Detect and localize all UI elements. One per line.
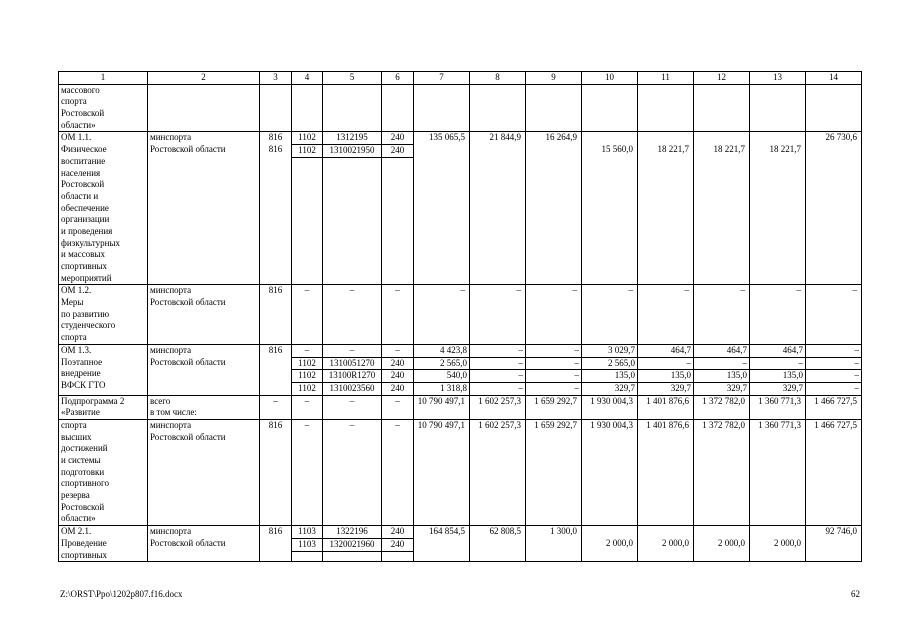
cell-line: 135,0 xyxy=(694,369,749,382)
cell-massovy-sport-col9 xyxy=(526,84,582,132)
cell-om-1-2-col9 xyxy=(526,285,582,344)
cell-line: и системы xyxy=(61,455,101,466)
cell-podprogramma-2-minsport-col6 xyxy=(382,419,414,525)
cell-line: 1103 xyxy=(298,526,316,537)
cell-line: минспорта xyxy=(150,285,192,296)
cell-line: Физическое xyxy=(61,144,107,155)
cell-massovy-sport-col13 xyxy=(750,84,806,132)
cell-om-2-1-col13 xyxy=(750,526,806,562)
cell-om-1-2-col4 xyxy=(292,285,323,344)
cell-line: 2 000,0 xyxy=(662,537,689,548)
cell-line: 329,7 xyxy=(638,382,693,395)
cell-podprogramma-2-minsport-col14 xyxy=(806,419,862,525)
cell-line: – xyxy=(526,369,581,382)
cell-line: 816 xyxy=(268,144,283,155)
column-header-8: 8 xyxy=(470,72,526,85)
table-row xyxy=(59,526,862,562)
cell-massovy-sport-col10 xyxy=(582,84,638,132)
cell-podprogramma-2-vsego-col9 xyxy=(526,395,582,419)
cell-line: – xyxy=(349,344,355,355)
cell-line xyxy=(584,132,635,144)
cell-line: 15 560,0 xyxy=(601,144,633,155)
cell-podprogramma-2-vsego-col6 xyxy=(382,395,414,419)
cell-line: области» xyxy=(61,513,96,524)
cell-line: в том числе: xyxy=(150,407,197,418)
table-row xyxy=(59,132,862,285)
cell-line: массового xyxy=(61,84,100,95)
cell-om-2-1-col1 xyxy=(59,526,148,562)
cell-line: 240 xyxy=(382,538,413,552)
footer-file-path: Z:\ORST\Ppo\1202p807.f16.docx xyxy=(60,589,183,599)
cell-massovy-sport-col4 xyxy=(292,84,323,132)
cell-line: – xyxy=(572,285,577,296)
cell-podprogramma-2-vsego-col1 xyxy=(59,395,148,419)
cell-podprogramma-2-vsego-col11 xyxy=(638,395,694,419)
cell-podprogramma-2-minsport-col13 xyxy=(750,419,806,525)
cell-line: 464,7 xyxy=(670,344,691,355)
cell-line: – xyxy=(273,395,278,406)
cell-om-1-3-col5 xyxy=(323,344,382,395)
cell-om-1-3-col12 xyxy=(694,344,750,395)
column-header-7: 7 xyxy=(414,72,470,85)
cell-podprogramma-2-minsport-col1 xyxy=(59,419,148,525)
cell-line xyxy=(752,132,803,144)
cell-line: – xyxy=(460,285,465,296)
cell-line xyxy=(640,132,691,144)
cell-om-2-1-col3 xyxy=(260,526,292,562)
column-header-6: 6 xyxy=(382,72,414,85)
cell-line: 816 xyxy=(268,132,283,143)
cell-line: 1 401 876,6 xyxy=(646,395,689,406)
cell-line: 1102 xyxy=(292,144,322,158)
cell-line: Ростовской области xyxy=(150,144,226,155)
cell-podprogramma-2-vsego-col10 xyxy=(582,395,638,419)
column-header-5: 5 xyxy=(323,72,382,85)
cell-om-1-1-col11 xyxy=(638,132,694,285)
cell-line: 240 xyxy=(382,144,413,158)
cell-line xyxy=(752,526,803,538)
cell-podprogramma-2-minsport-col7 xyxy=(414,419,470,525)
cell-line: 816 xyxy=(268,526,283,537)
cell-om-1-3-col10 xyxy=(582,344,638,395)
footer-page-number: 62 xyxy=(851,589,860,599)
cell-line: 1322196 xyxy=(336,526,368,537)
cell-line: 1 466 727,5 xyxy=(814,395,857,406)
cell-line: 135,0 xyxy=(582,369,637,382)
cell-om-2-1-col6 xyxy=(382,526,414,562)
cell-line: 240 xyxy=(390,132,405,143)
cell-line: 1 318,8 xyxy=(414,382,469,395)
cell-line: 1102 xyxy=(292,369,322,382)
cell-podprogramma-2-minsport-col2 xyxy=(148,419,260,525)
cell-line: спорта xyxy=(61,96,87,107)
cell-podprogramma-2-minsport-col12 xyxy=(694,419,750,525)
cell-om-1-2-col11 xyxy=(638,285,694,344)
cell-line: 2 000,0 xyxy=(606,537,633,548)
cell-line: области» xyxy=(61,119,96,130)
cell-line: 13100R1270 xyxy=(323,369,381,382)
cell-line: – xyxy=(304,344,310,355)
cell-line: – xyxy=(526,382,581,395)
cell-line: 1102 xyxy=(292,382,322,395)
cell-line: подготовки xyxy=(61,466,105,477)
cell-om-2-1-col5 xyxy=(323,526,382,562)
cell-line: 16 264,9 xyxy=(545,132,577,143)
cell-podprogramma-2-vsego-col13 xyxy=(750,395,806,419)
cell-line: ОМ 1.1. xyxy=(61,132,92,143)
cell-line: 816 xyxy=(268,419,283,430)
cell-line: – xyxy=(470,382,525,395)
cell-massovy-sport-col12 xyxy=(694,84,750,132)
cell-line: 1 372 782,0 xyxy=(702,395,745,406)
column-header-2: 2 xyxy=(148,72,260,85)
cell-line: – xyxy=(349,419,355,430)
cell-line: – xyxy=(395,344,400,355)
cell-line: 1 360 771,3 xyxy=(758,395,801,406)
cell-line: 1102 xyxy=(298,132,316,143)
cell-line: – xyxy=(526,357,581,370)
cell-om-1-1-col3 xyxy=(260,132,292,285)
cell-line: спортивных xyxy=(61,549,108,560)
column-header-10: 10 xyxy=(582,72,638,85)
cell-line: – xyxy=(470,369,525,382)
cell-om-1-2-col2 xyxy=(148,285,260,344)
cell-line: – xyxy=(574,344,579,355)
cell-om-1-1-col2 xyxy=(148,132,260,285)
cell-massovy-sport-col2 xyxy=(148,84,260,132)
table-row xyxy=(59,395,862,419)
cell-line: 1 602 257,3 xyxy=(478,419,521,430)
cell-line: 1 401 876,6 xyxy=(646,419,689,430)
cell-line: – xyxy=(395,419,400,430)
cell-om-1-1-col12 xyxy=(694,132,750,285)
cell-om-2-1-col10 xyxy=(582,526,638,562)
cell-line: минспорта xyxy=(150,132,192,143)
cell-line: и проведения xyxy=(61,225,113,236)
cell-om-1-2-col8 xyxy=(470,285,526,344)
cell-line: высших xyxy=(61,431,92,442)
cell-line: – xyxy=(304,419,310,430)
column-header-11: 11 xyxy=(638,72,694,85)
cell-line: 1103 xyxy=(292,538,322,552)
cell-om-1-2-col3 xyxy=(260,285,292,344)
cell-om-1-1-col5 xyxy=(323,132,382,285)
cell-line: внедрение xyxy=(61,368,101,379)
table-row xyxy=(59,84,862,132)
cell-line: – xyxy=(304,285,310,296)
cell-line: спорта xyxy=(61,332,87,343)
cell-line: 1 659 292,7 xyxy=(534,419,577,430)
cell-om-1-1-col1 xyxy=(59,132,148,285)
cell-om-1-1-col13 xyxy=(750,132,806,285)
cell-podprogramma-2-minsport-col4 xyxy=(292,419,323,525)
cell-line: 240 xyxy=(390,526,405,537)
cell-line: 26 730,6 xyxy=(825,132,857,143)
cell-massovy-sport-col14 xyxy=(806,84,862,132)
cell-line: 1 659 292,7 xyxy=(534,395,577,406)
cell-line: – xyxy=(628,285,633,296)
cell-om-1-3-col13 xyxy=(750,344,806,395)
cell-podprogramma-2-vsego-col12 xyxy=(694,395,750,419)
cell-om-1-1-col14 xyxy=(806,132,862,285)
table-row xyxy=(59,344,862,395)
cell-line: – xyxy=(806,369,861,382)
cell-podprogramma-2-vsego-col14 xyxy=(806,395,862,419)
cell-line: – xyxy=(638,357,693,370)
cell-om-2-1-col12 xyxy=(694,526,750,562)
cell-podprogramma-2-vsego-col7 xyxy=(414,395,470,419)
cell-line: 1 372 782,0 xyxy=(702,419,745,430)
cell-line: 816 xyxy=(268,344,283,355)
cell-line: воспитание xyxy=(61,155,106,166)
cell-line: организации xyxy=(61,214,110,225)
cell-line xyxy=(696,132,747,144)
cell-line: минспорта xyxy=(150,419,192,430)
cell-line: 135,0 xyxy=(638,369,693,382)
cell-podprogramma-2-minsport-col3 xyxy=(260,419,292,525)
cell-line: 1312195 xyxy=(336,132,368,143)
cell-line: 1 602 257,3 xyxy=(478,395,521,406)
cell-om-2-1-col11 xyxy=(638,526,694,562)
cell-line: 329,7 xyxy=(582,382,637,395)
cell-line: 2 565,0 xyxy=(414,357,469,370)
table-row xyxy=(59,285,862,344)
cell-line: 1310021950 xyxy=(323,144,381,158)
cell-line: 164 854,5 xyxy=(429,526,465,537)
cell-om-1-3-col6 xyxy=(382,344,414,395)
column-header-4: 4 xyxy=(292,72,323,85)
cell-massovy-sport-col8 xyxy=(470,84,526,132)
column-header-12: 12 xyxy=(694,72,750,85)
cell-line: 240 xyxy=(382,357,413,370)
cell-line: 1310023560 xyxy=(323,382,381,395)
cell-om-1-3-col3 xyxy=(260,344,292,395)
cell-line: области и xyxy=(61,190,99,201)
cell-line: 1 466 727,5 xyxy=(814,419,857,430)
cell-line: 240 xyxy=(382,369,413,382)
cell-line: 92 746,0 xyxy=(825,526,857,537)
cell-podprogramma-2-vsego-col4 xyxy=(292,395,323,419)
cell-line: 329,7 xyxy=(750,382,805,395)
cell-line: «Развитие xyxy=(61,407,100,418)
cell-line: студенческого xyxy=(61,320,116,331)
budget-table xyxy=(58,71,862,562)
cell-line: Проведение xyxy=(61,537,107,548)
cell-line: 816 xyxy=(268,285,283,296)
cell-line: Меры xyxy=(61,297,84,308)
cell-podprogramma-2-vsego-col8 xyxy=(470,395,526,419)
cell-line: – xyxy=(349,285,355,296)
cell-om-1-2-col1 xyxy=(59,285,148,344)
cell-podprogramma-2-minsport-col5 xyxy=(323,419,382,525)
cell-line: Ростовской области xyxy=(150,356,226,367)
cell-line: минспорта xyxy=(150,344,192,355)
cell-line: Ростовской области xyxy=(150,537,226,548)
cell-line: – xyxy=(395,395,400,406)
cell-line: 18 221,7 xyxy=(769,144,801,155)
cell-line: всего xyxy=(150,395,171,406)
cell-line: – xyxy=(694,357,749,370)
cell-line: спортивных xyxy=(61,261,108,272)
cell-line: Ростовской области xyxy=(150,297,226,308)
cell-om-1-1-col9 xyxy=(526,132,582,285)
cell-om-1-2-col14 xyxy=(806,285,862,344)
cell-podprogramma-2-vsego-col2 xyxy=(148,395,260,419)
cell-line: ОМ 2.1. xyxy=(61,526,92,537)
cell-line: 464,7 xyxy=(726,344,747,355)
cell-line: достижений xyxy=(61,443,108,454)
cell-podprogramma-2-minsport-col8 xyxy=(470,419,526,525)
cell-om-1-2-col10 xyxy=(582,285,638,344)
cell-line: 135,0 xyxy=(750,369,805,382)
cell-line: резерва xyxy=(61,490,90,501)
cell-line: физкультурных xyxy=(61,237,120,248)
column-header-3: 3 xyxy=(260,72,292,85)
table-header-row xyxy=(59,72,862,85)
cell-line: 18 221,7 xyxy=(657,144,689,155)
cell-om-2-1-col8 xyxy=(470,526,526,562)
cell-line xyxy=(584,526,635,538)
cell-massovy-sport-col11 xyxy=(638,84,694,132)
cell-om-1-1-col4 xyxy=(292,132,323,285)
cell-line: 1 300,0 xyxy=(550,526,577,537)
cell-om-2-1-col2 xyxy=(148,526,260,562)
cell-line: 464,7 xyxy=(782,344,803,355)
column-header-9: 9 xyxy=(526,72,582,85)
column-header-14: 14 xyxy=(806,72,862,85)
cell-line: 62 808,5 xyxy=(489,526,521,537)
cell-line: 1 930 004,3 xyxy=(590,419,633,430)
cell-line: спортивного xyxy=(61,478,109,489)
cell-massovy-sport-col3 xyxy=(260,84,292,132)
cell-line: 540,0 xyxy=(414,369,469,382)
cell-om-2-1-col7 xyxy=(414,526,470,562)
cell-om-2-1-col9 xyxy=(526,526,582,562)
cell-line: 18 221,7 xyxy=(713,144,745,155)
cell-line: – xyxy=(852,285,857,296)
cell-line xyxy=(696,526,747,538)
cell-om-1-3-col14 xyxy=(806,344,862,395)
column-header-1: 1 xyxy=(59,72,148,85)
cell-line: – xyxy=(518,344,523,355)
cell-om-2-1-col4 xyxy=(292,526,323,562)
cell-line: 1310051270 xyxy=(323,357,381,370)
cell-line: – xyxy=(470,357,525,370)
cell-om-1-2-col13 xyxy=(750,285,806,344)
cell-line: – xyxy=(684,285,689,296)
column-header-13: 13 xyxy=(750,72,806,85)
cell-podprogramma-2-minsport-col11 xyxy=(638,419,694,525)
cell-line: 135 065,5 xyxy=(429,132,465,143)
cell-massovy-sport-col7 xyxy=(414,84,470,132)
cell-line: 21 844,9 xyxy=(489,132,521,143)
cell-line: 1320021960 xyxy=(323,538,381,552)
cell-line: 2 565,0 xyxy=(582,357,637,370)
cell-podprogramma-2-minsport-col9 xyxy=(526,419,582,525)
cell-line: 329,7 xyxy=(694,382,749,395)
cell-line: – xyxy=(516,285,521,296)
cell-om-1-2-col7 xyxy=(414,285,470,344)
cell-line: 2 000,0 xyxy=(774,537,801,548)
cell-om-1-1-col6 xyxy=(382,132,414,285)
cell-line: 1 360 771,3 xyxy=(758,419,801,430)
cell-om-1-1-col7 xyxy=(414,132,470,285)
cell-line: 3 029,7 xyxy=(608,344,635,355)
cell-om-1-3-col1 xyxy=(59,344,148,395)
cell-podprogramma-2-minsport-col10 xyxy=(582,419,638,525)
cell-line: – xyxy=(395,285,400,296)
cell-line: 1102 xyxy=(292,357,322,370)
cell-line: минспорта xyxy=(150,526,192,537)
cell-om-1-2-col5 xyxy=(323,285,382,344)
cell-podprogramma-2-vsego-col3 xyxy=(260,395,292,419)
cell-om-1-3-col9 xyxy=(526,344,582,395)
cell-om-1-3-col7 xyxy=(414,344,470,395)
cell-line: Подпрограмма 2 xyxy=(61,395,125,406)
cell-line: – xyxy=(806,382,861,395)
cell-line: ОМ 1.2. xyxy=(61,285,92,296)
cell-podprogramma-2-vsego-col5 xyxy=(323,395,382,419)
cell-line: – xyxy=(349,395,355,406)
cell-line: 10 790 497,1 xyxy=(417,395,465,406)
cell-line: населения xyxy=(61,167,101,178)
cell-line: 1 930 004,3 xyxy=(590,395,633,406)
cell-line: – xyxy=(806,357,861,370)
cell-line: обеспечение xyxy=(61,202,109,213)
cell-line: Ростовской области xyxy=(150,431,226,442)
cell-line: мероприятий xyxy=(61,272,112,283)
cell-line: ВФСК ГТО xyxy=(61,379,106,390)
cell-line: и массовых xyxy=(61,249,105,260)
cell-line: Ростовской xyxy=(61,179,105,190)
table-row xyxy=(59,419,862,525)
cell-line: Ростовской xyxy=(61,501,105,512)
cell-line: 240 xyxy=(382,382,413,395)
cell-om-1-3-col4 xyxy=(292,344,323,395)
cell-om-1-3-col2 xyxy=(148,344,260,395)
cell-massovy-sport-col5 xyxy=(323,84,382,132)
cell-om-2-1-col14 xyxy=(806,526,862,562)
cell-om-1-3-col8 xyxy=(470,344,526,395)
cell-line: Ростовской xyxy=(61,108,105,119)
cell-om-1-2-col6 xyxy=(382,285,414,344)
cell-line: Поэтапное xyxy=(61,356,103,367)
cell-line: – xyxy=(304,395,310,406)
cell-om-1-1-col10 xyxy=(582,132,638,285)
cell-line: – xyxy=(740,285,745,296)
cell-line: ОМ 1.3. xyxy=(61,344,92,355)
cell-line: – xyxy=(796,285,801,296)
cell-om-1-2-col12 xyxy=(694,285,750,344)
cell-line: спорта xyxy=(61,419,87,430)
cell-line: 4 423,8 xyxy=(440,344,467,355)
cell-line: – xyxy=(750,357,805,370)
cell-massovy-sport-col1 xyxy=(59,84,148,132)
cell-line xyxy=(640,526,691,538)
cell-line: по развитию xyxy=(61,308,110,319)
cell-line: – xyxy=(854,344,859,355)
cell-om-1-1-col8 xyxy=(470,132,526,285)
cell-massovy-sport-col6 xyxy=(382,84,414,132)
cell-line: 2 000,0 xyxy=(718,537,745,548)
cell-line: 10 790 497,1 xyxy=(417,419,465,430)
cell-om-1-3-col11 xyxy=(638,344,694,395)
